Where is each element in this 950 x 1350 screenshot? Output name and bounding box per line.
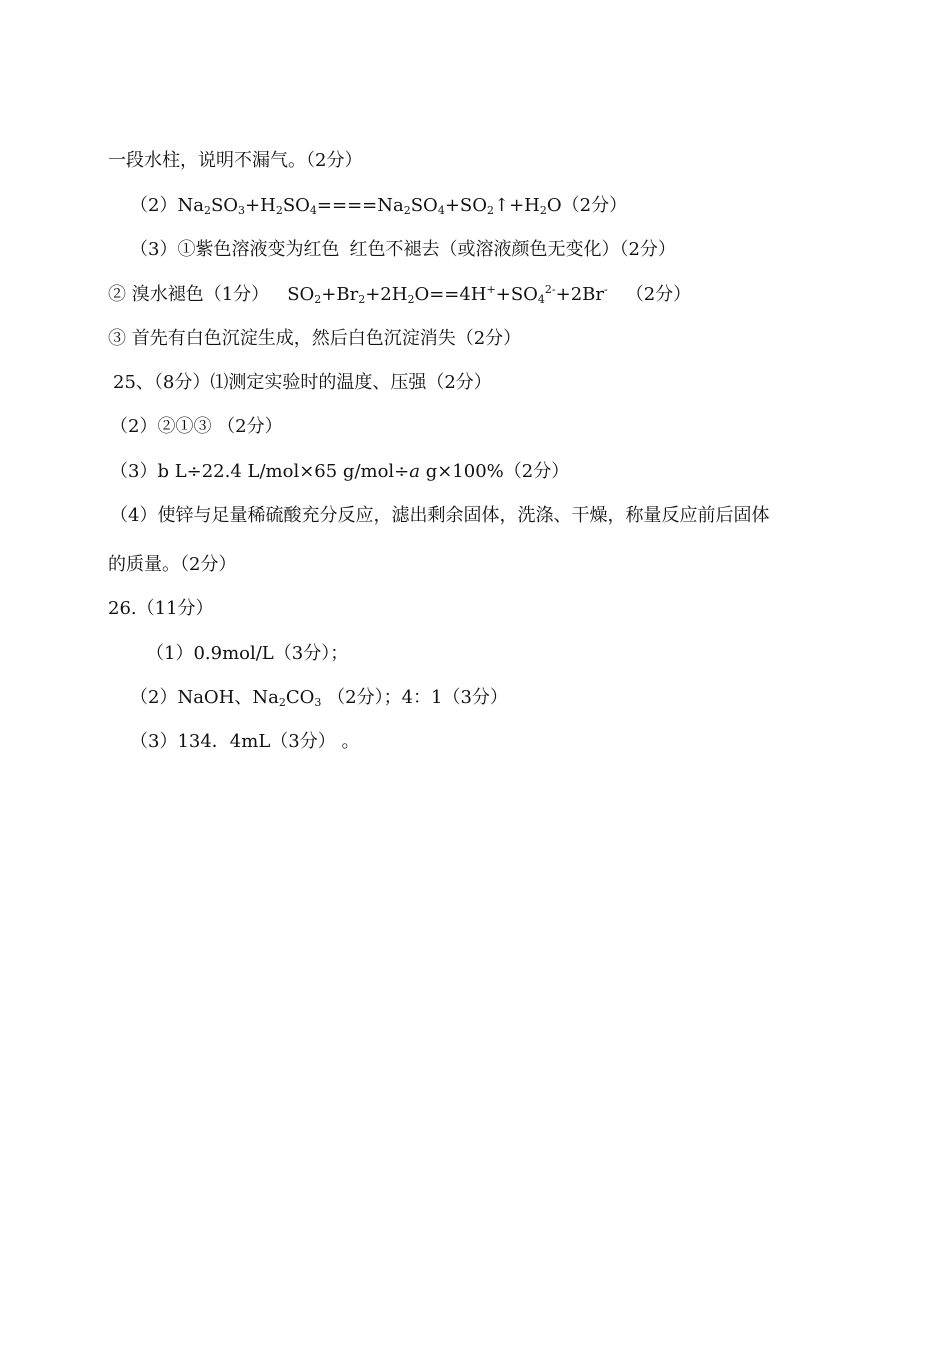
subscript: 4 [309, 204, 317, 217]
subscript: 2 [203, 204, 211, 217]
subscript: 3 [314, 696, 322, 709]
text-run: （2）Na [130, 195, 204, 216]
subscript: 2 [486, 204, 494, 217]
subscript: 3 [238, 204, 246, 217]
subscript: 2 [539, 204, 547, 217]
text-run: ② 溴水褪色（1分） [108, 284, 270, 305]
subscript: 2 [407, 293, 415, 306]
subscript: 4 [437, 204, 445, 217]
text-line-3 [130, 238, 676, 262]
subscript: 4 [537, 293, 545, 306]
superscript: + [486, 283, 496, 296]
text-run: （2）NaOH、Na [130, 687, 279, 708]
text-line-13 [130, 686, 508, 710]
text-run: SO [210, 195, 239, 216]
text-run: 红色不褪去（或溶液颜色无变化）（2分） [349, 239, 676, 260]
subscript: 2 [314, 293, 322, 306]
text-run: （2分）；4：1（3分） [321, 687, 508, 708]
text-line-8 [110, 460, 569, 484]
text-line-14: （3）134．4mL（3分） 。 [130, 731, 360, 752]
text-line-11: 26.（11分） [108, 598, 214, 619]
italic-variable: a [409, 461, 420, 482]
text-run: +SO [495, 284, 538, 305]
text-line-4 [108, 283, 691, 307]
superscript: - [604, 283, 608, 296]
text-run: SO [282, 195, 310, 216]
text-run: O==4H [414, 284, 487, 305]
text-run: （3）b L÷22.4 L/mol×65 g/mol÷ [110, 461, 410, 482]
text-line-2 [130, 194, 627, 218]
text-run: ↑+H [493, 195, 540, 216]
text-line-1: 一段水柱，说明不漏气。（2分） [108, 150, 363, 171]
text-run: +2Br [555, 284, 604, 305]
text-run: SO [287, 284, 315, 305]
text-run: （3）①紫色溶液变为红色 [130, 239, 340, 260]
text-line-6: 25、（8分）⑴测定实验时的温度、压强（2分） [113, 372, 492, 393]
text-run: CO [285, 687, 315, 708]
subscript: 2 [275, 204, 283, 217]
text-run: +Br [321, 284, 359, 305]
superscript: 2- [544, 283, 556, 296]
text-line-9: （4）使锌与足量稀硫酸充分反应，滤出剩余固体，洗涤、干燥，称量反应前后固体 [110, 505, 770, 526]
text-run: （2分） [625, 284, 692, 305]
text-run: ====Na [316, 195, 404, 216]
subscript: 2 [358, 293, 366, 306]
text-line-7: （2）②①③ （2分） [110, 416, 283, 437]
subscript: 2 [403, 204, 411, 217]
text-run: g×100%（2分） [419, 461, 570, 482]
text-run: +SO [444, 195, 487, 216]
text-line-10: 的质量。（2分） [108, 554, 237, 575]
text-line-5: ③ 首先有白色沉淀生成，然后白色沉淀消失（2分） [108, 328, 522, 349]
text-run: O（2分） [546, 195, 628, 216]
subscript: 2 [278, 696, 286, 709]
text-run: +2H [365, 284, 408, 305]
text-line-12: （1）0.9mol/L（3分）； [146, 643, 349, 664]
text-run: +H [245, 195, 276, 216]
text-run: SO [410, 195, 438, 216]
